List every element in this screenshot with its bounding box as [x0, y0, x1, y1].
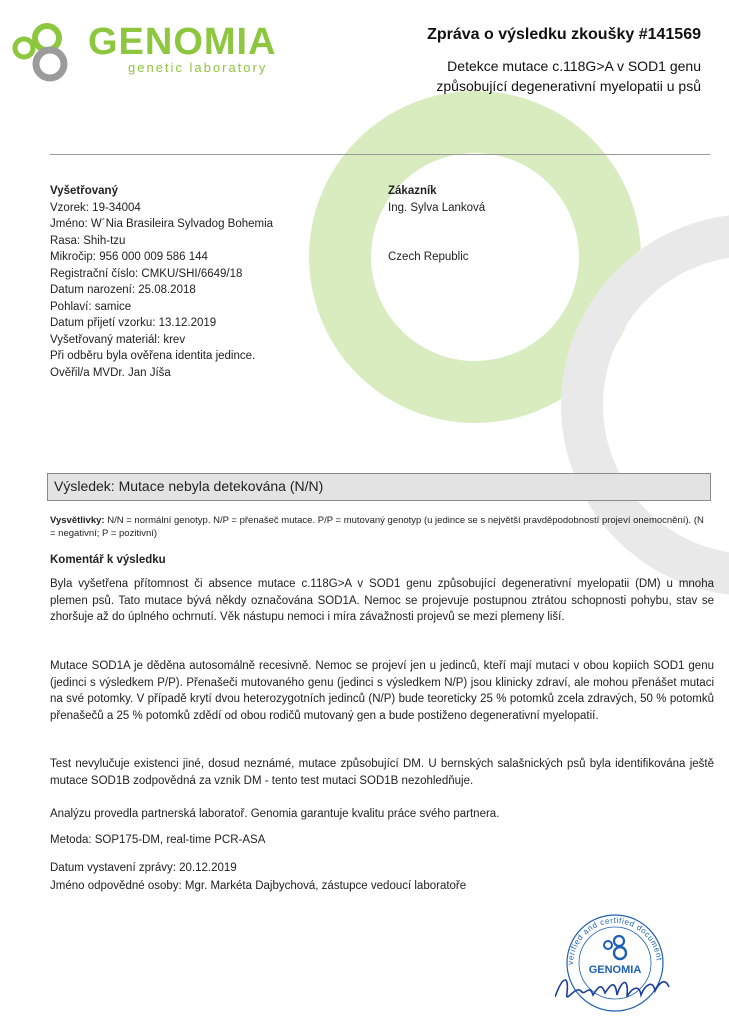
- comment-paragraph-3: Test nevylučuje existenci jiné, dosud neznámé, mutace způsobující DM. U bernských salašnických psů byla identifikována ještě mutace SOD1B zodpovědná za vznik DM - tento test mutaci SOD1B nezohledňuje.: [50, 758, 714, 787]
- patient-heading: Vyšetřovaný: [50, 185, 118, 197]
- patient-birthdate: Datum narození: 25.08.2018: [50, 284, 196, 296]
- stamp-logo-icon: [604, 936, 626, 959]
- patient-received-date: Datum přijetí vzorku: 13.12.2019: [50, 317, 217, 329]
- header-divider: [50, 154, 710, 155]
- patient-name: Jméno: W´Nia Brasileira Sylvadog Bohemia: [50, 218, 274, 230]
- comment-paragraph-4: Analýzu provedla partnerská laboratoř. Genomia garantuje kvalitu práce svého partnera.: [50, 808, 500, 820]
- patient-verified-by: Ověřil/a MVDr. Jan Jíša: [50, 366, 171, 379]
- report-subtitle-line1: Detekce mutace c.118G>A v SOD1 genu: [447, 58, 701, 74]
- comment-paragraph-1: Byla vyšetřena přítomnost či absence mutace c.118G>A v SOD1 genu způsobující degenerativní myelopatii (DM) u mnoha plemen psů. Tato mutace bývá někdy označována SOD1A. Nemoc se projevuje postupnou ztrátou schopnosti pohybu, stav se zhoršuje až do úplného ochrnutí. Věk nástupu nemoci i míra závažnosti projevů se mezi plemeny liší.: [50, 578, 714, 623]
- issue-date-line: Datum vystavení zprávy: 20.12.2019: [50, 862, 237, 874]
- customer-section: [388, 183, 485, 266]
- logo-tagline: genetic laboratory: [128, 60, 268, 75]
- result-text: Výsledek: Mutace nebyla detekována (N/N): [54, 478, 324, 494]
- genomia-logo: [10, 20, 330, 80]
- patient-registration: Registrační číslo: CMKU/SHI/6649/18: [50, 267, 243, 280]
- patient-material: Vyšetřovaný materiál: krev: [50, 333, 186, 346]
- result-box: [47, 473, 711, 501]
- legend-label: Vysvětlivky:: [50, 515, 105, 526]
- stamp-brand: GENOMIA: [588, 964, 642, 976]
- comment-title: Komentář k výsledku: [50, 554, 166, 566]
- genomia-logo-icon: [10, 20, 86, 82]
- legend-text: N/N = normální genotyp. N/P = přenašeč mutace. P/P = mutovaný genotyp (u jedince se s největší pravděpodobností projeví onemocnění). (N = negativní; P = pozitivní): [50, 515, 704, 539]
- comment-paragraph-2: Mutace SOD1A je děděna autosomálně recesivně. Nemoc se projeví jen u jedinců, kteří mají mutaci v obou kopiích SOD1 genu (jedinci s výsledkem P/P). Přenašeči mutovaného genu (jedinci s výsledkem N/P) jsou klinicky zdraví, ale mohou přenášet mutaci na své potomky. V případě krytí dvou heterozygotních jedinců (N/P) bude teoreticky 25 % potomků zcela zdravých, 50 % potomků přenašečů a 25 % potomků zdědí od obou rodičů mutovaný gen a bude postiženo degenerativní myelopatií.: [50, 660, 714, 722]
- stamp-ring-text: verified and certified document: [565, 916, 664, 966]
- customer-name: Ing. Sylva Lanková: [388, 201, 486, 214]
- customer-heading: Zákazník: [388, 185, 437, 197]
- report-title: Zpráva o výsledku zkoušky #141569: [427, 26, 701, 43]
- certification-stamp: [555, 905, 675, 1015]
- customer-country: Czech Republic: [388, 251, 469, 263]
- report-subtitle-line2: způsobující degenerativní myelopatii u psů: [436, 78, 701, 94]
- logo-wordmark: GENOMIA: [88, 21, 277, 63]
- customer-address-blank: [388, 216, 485, 249]
- patient-sample: Vzorek: 19-34004: [50, 201, 141, 214]
- patient-breed: Rasa: Shih-tzu: [50, 234, 126, 247]
- patient-microchip: Mikročip: 956 000 009 586 144: [50, 251, 208, 263]
- responsible-person-line: Jméno odpovědné osoby: Mgr. Markéta Dajbychová, zástupce vedoucí laboratoře: [50, 880, 467, 892]
- patient-identity-note: Při odběru byla ověřena identita jedince.: [50, 350, 256, 362]
- patient-section: [50, 183, 273, 381]
- method-line: Metoda: SOP175-DM, real-time PCR-ASA: [50, 834, 266, 846]
- legend: [50, 514, 710, 540]
- patient-sex: Pohlaví: samice: [50, 300, 132, 313]
